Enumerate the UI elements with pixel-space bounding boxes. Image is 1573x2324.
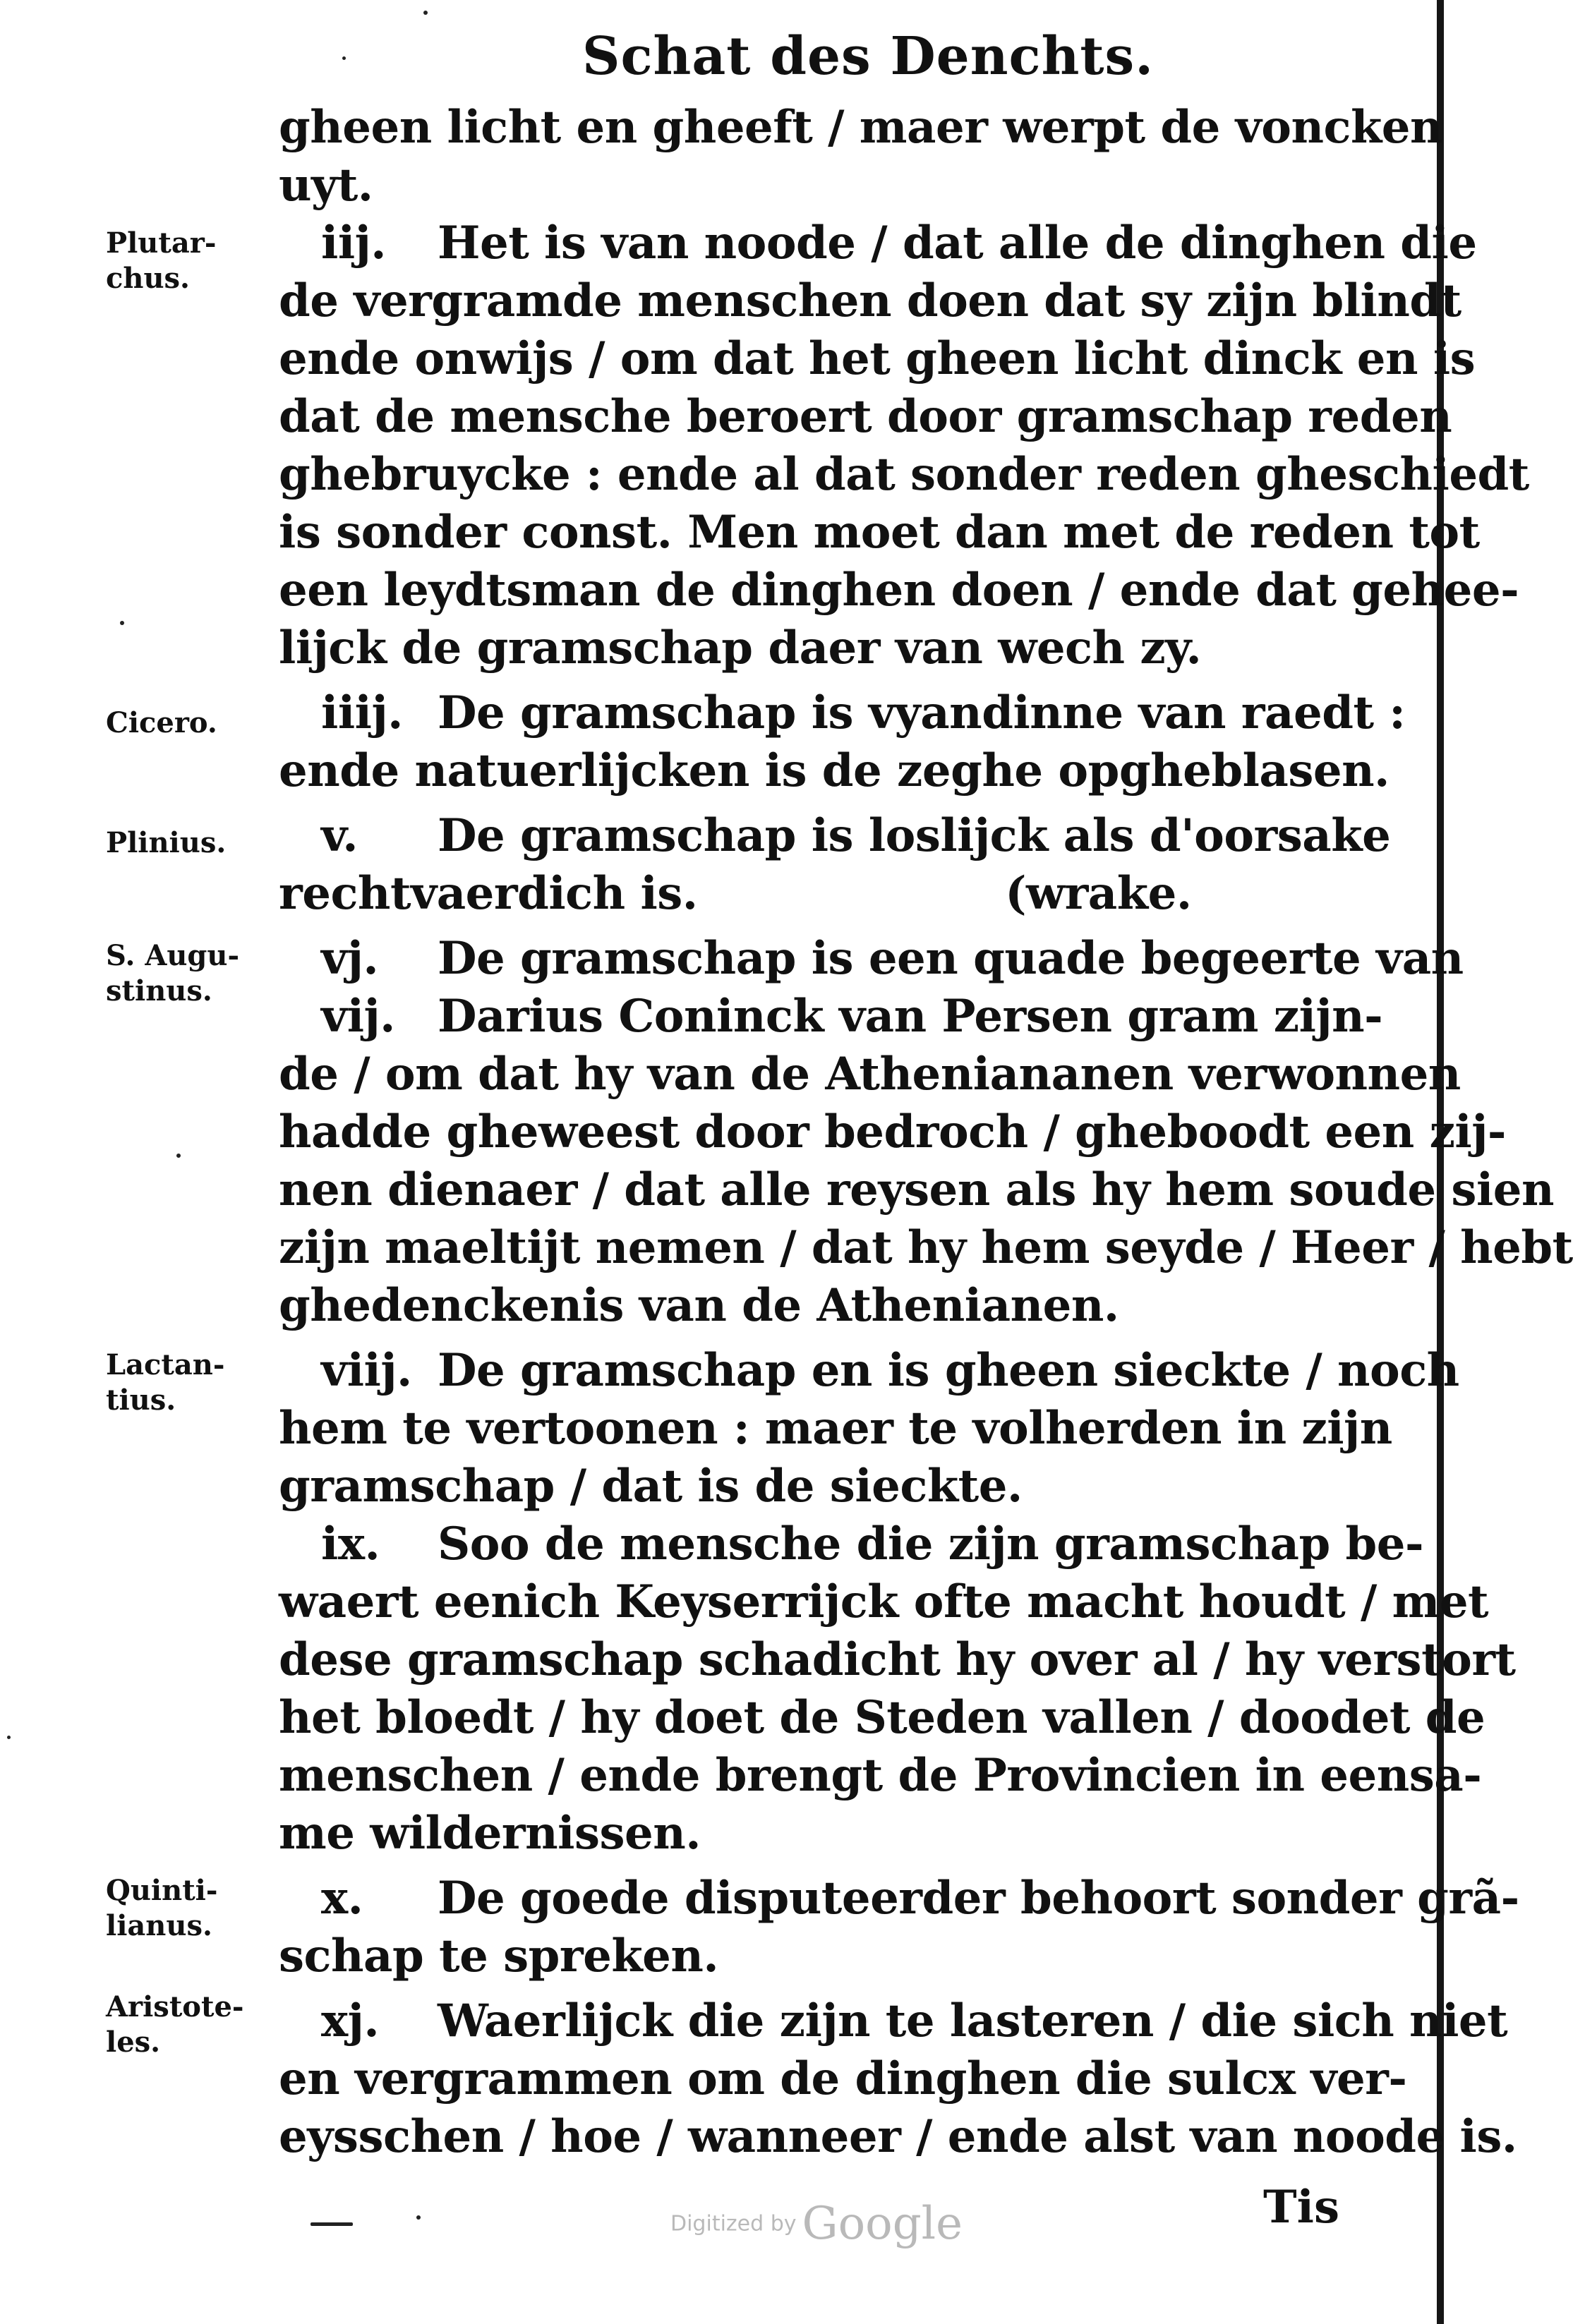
line-text: eysschen / hoe / wanneer / ende alst van noode is.: [279, 2110, 1517, 2163]
ink-speck: [7, 1736, 11, 1739]
text-line: [279, 865, 1426, 923]
margin-note: [106, 1348, 275, 1418]
body-text: [279, 99, 1573, 2166]
google-logo: Google: [802, 2198, 963, 2250]
line-text: gheen licht en gheeft / maer werpt de voncken: [279, 101, 1443, 154]
text-line: [279, 684, 1426, 742]
text-line: [279, 930, 1464, 988]
line-text: rechtvaerdich is. (wrake.: [279, 867, 1192, 920]
line-text: ghedenckenis van de Athenianen.: [279, 1279, 1119, 1332]
ink-speck: [176, 1154, 181, 1158]
text-line: [279, 988, 1426, 1046]
line-text: Darius Coninck van Persen gram zijn-: [438, 990, 1383, 1043]
line-text: het bloedt / hy doet de Steden vallen / doodet de: [279, 1691, 1485, 1744]
text-line: [279, 742, 1426, 800]
line-text: De gramschap is een quade begeerte van: [438, 932, 1464, 985]
watermark-prefix: Digitized by: [670, 2211, 797, 2237]
text-line: [279, 1400, 1426, 1458]
line-text: de / om dat hy van de Atheniananen verwonnen: [279, 1048, 1461, 1101]
text-line: [279, 272, 1461, 330]
line-text: een leydtsman de dinghen doen / ende dat gehee-: [279, 564, 1519, 617]
text-line: [279, 1046, 1461, 1103]
text-line: [279, 619, 1426, 677]
text-line: [279, 1515, 1426, 1573]
line-text: is sonder const. Men moet dan met de reden tot: [279, 506, 1480, 559]
catchword: Tis: [1263, 2181, 1339, 2234]
line-text: zijn maeltijt nemen / dat hy hem seyde / Heer / hebt: [279, 1221, 1573, 1274]
line-text: me wildernissen.: [279, 1807, 701, 1860]
line-text: menschen / ende brengt de Provincien in eensa-: [279, 1749, 1482, 1802]
margin-note: [106, 1873, 275, 1944]
text-line: [279, 330, 1476, 388]
margin-note: [106, 226, 275, 296]
section-numeral: iij.: [321, 217, 387, 270]
text-line: [279, 1277, 1426, 1335]
margin-note-text: S. Augu- stinus.: [106, 939, 240, 1007]
text-line: [279, 214, 1477, 272]
margin-note-text: Quinti- lianus.: [106, 1874, 218, 1942]
text-line: [279, 1992, 1508, 2050]
section-numeral: iiij.: [321, 686, 403, 739]
line-text: hadde gheweest door bedroch / gheboodt een zij-: [279, 1106, 1506, 1158]
margin-note: [106, 1990, 275, 2060]
line-text: ende natuerlijcken is de zeghe opgheblasen.: [279, 744, 1390, 797]
text-line: [279, 1161, 1554, 1219]
text-line: [279, 2108, 1517, 2166]
margin-note-text: Cicero.: [106, 706, 217, 739]
text-line: [279, 99, 1443, 157]
section-numeral: vij.: [321, 990, 395, 1043]
line-text: De gramschap is vyandinne van raedt :: [438, 686, 1406, 739]
line-text: De gramschap is loslijck als d'oorsake: [438, 809, 1391, 862]
text-line: [279, 2050, 1426, 2108]
line-text: nen dienaer / dat alle reysen als hy hem soude sien: [279, 1163, 1554, 1216]
margin-note-text: Aristote- les.: [106, 1990, 244, 2059]
line-text: schap te spreken.: [279, 1930, 719, 1983]
text-line: [279, 1573, 1489, 1631]
text-line: [279, 1342, 1459, 1400]
margin-note-text: Plinius.: [106, 826, 227, 859]
section-numeral: xj.: [321, 1995, 380, 2047]
text-line: [279, 1747, 1482, 1805]
line-text: De gramschap en is gheen sieckte / noch: [438, 1344, 1459, 1397]
line-text: hem te vertoonen : maer te volherden in zijn: [279, 1402, 1392, 1455]
line-text: ghebruycke : ende al dat sonder reden gheschiedt: [279, 448, 1529, 501]
text-line: [279, 1870, 1519, 1927]
ink-speck: [120, 621, 124, 625]
text-line: [279, 562, 1519, 619]
line-text: ende onwijs / om dat het gheen licht dinck en is: [279, 332, 1476, 385]
text-line: [279, 1219, 1573, 1277]
text-line: [279, 446, 1529, 504]
text-line: [279, 157, 1426, 214]
ink-speck: [311, 2222, 353, 2226]
text-line: [279, 807, 1426, 865]
margin-note: [106, 706, 275, 741]
section-numeral: vj.: [321, 932, 379, 985]
margin-note-text: Plutar- chus.: [106, 226, 217, 295]
line-text: Het is van noode / dat alle de dinghen die: [438, 217, 1477, 270]
margin-note: [106, 825, 275, 861]
text-line: [279, 1927, 1426, 1985]
text-line: [279, 504, 1480, 562]
line-text: Soo de mensche die zijn gramschap be-: [438, 1518, 1424, 1570]
line-text: lijck de gramschap daer van wech zy.: [279, 622, 1202, 674]
section-numeral: viij.: [321, 1344, 412, 1397]
section-numeral: x.: [321, 1872, 363, 1925]
line-text: dese gramschap schadicht hy over al / hy verstort: [279, 1633, 1516, 1686]
ink-speck: [416, 2215, 421, 2220]
line-text: De goede disputeerder behoort sonder grã-: [438, 1872, 1519, 1925]
section-numeral: v.: [321, 809, 358, 862]
text-line: [279, 1631, 1516, 1689]
margin-note: [106, 938, 275, 1009]
text-line: [279, 1458, 1426, 1515]
line-text: waert eenich Keyserrijck ofte macht houdt / met: [279, 1575, 1489, 1628]
ink-speck: [423, 11, 428, 15]
text-line: [279, 388, 1452, 446]
margin-note-text: Lactan- tius.: [106, 1348, 225, 1417]
running-head: Schat des Denchts.: [582, 26, 1154, 87]
text-line: [279, 1805, 1426, 1863]
line-text: de vergramde menschen doen dat sy zijn blindt: [279, 274, 1461, 327]
line-text: uyt.: [279, 159, 373, 212]
line-text: dat de mensche beroert door gramschap reden: [279, 390, 1452, 443]
line-text: gramschap / dat is de sieckte.: [279, 1460, 1023, 1513]
line-text: en vergrammen om de dinghen die sulcx ver-: [279, 2052, 1407, 2105]
ink-speck: [342, 56, 346, 60]
digitized-watermark: [670, 2198, 1037, 2254]
section-numeral: ix.: [321, 1518, 380, 1570]
line-text: Waerlijck die zijn te lasteren / die sich niet: [438, 1995, 1508, 2047]
text-line: [279, 1103, 1506, 1161]
text-line: [279, 1689, 1485, 1747]
